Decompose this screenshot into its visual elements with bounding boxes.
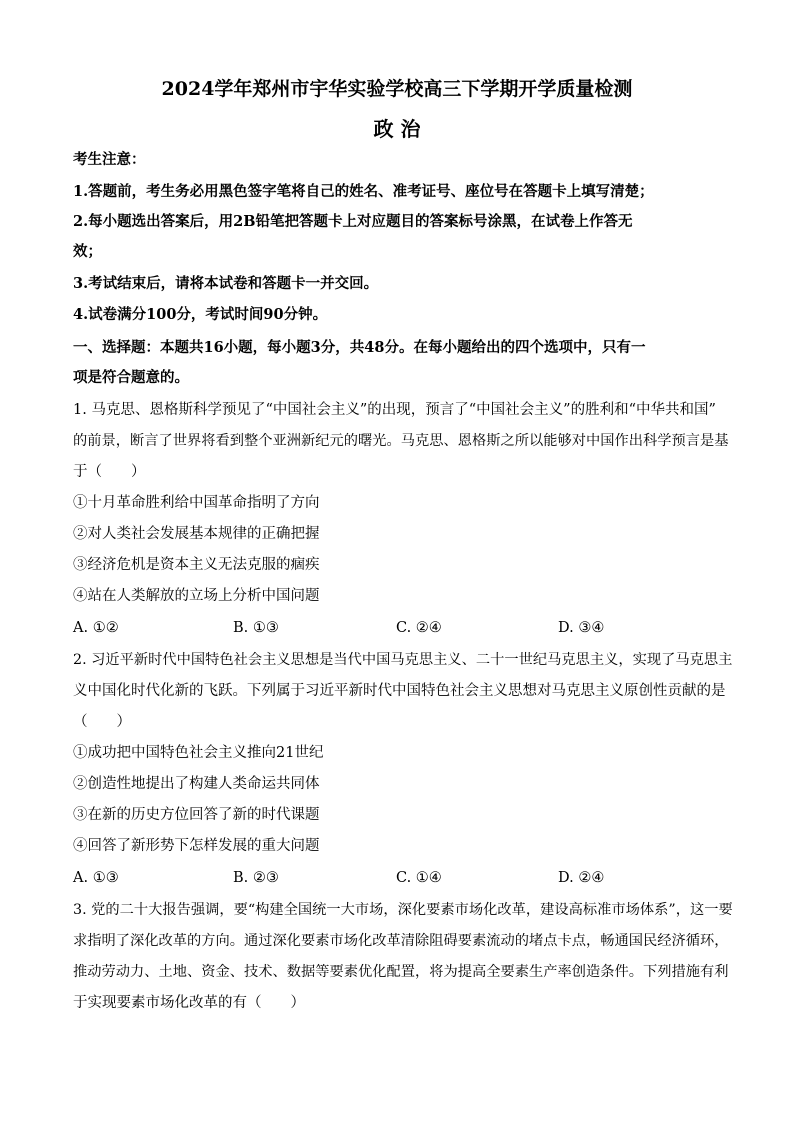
q2-stem-line1: 2. 习近平新时代中国特色社会主义思想是当代中国马克思主义、二十一世纪马克思主义，实现了马克思主 xyxy=(73,652,733,668)
notice-item-4: 4.试卷满分100分，考试时间90分钟。 xyxy=(73,306,328,323)
q3-stem-line2: 求指明了深化改革的方向。通过深化要素市场化改革清除阻碍要素流动的堵点卡点，畅通国民经济循环， xyxy=(73,933,729,949)
notice-heading: 考生注意： xyxy=(73,151,146,168)
notice-item-2: 2.每小题选出答案后，用2B铅笔把答题卡上对应题目的答案标号涂黑，在试卷上作答无 xyxy=(73,213,633,230)
q3-stem-line4: 于实现要素市场化改革的有（ ） xyxy=(73,995,305,1011)
q2-item-2: ②创造性地提出了构建人类命运共同体 xyxy=(73,776,320,792)
q2-item-3: ③在新的历史方位回答了新的时代课题 xyxy=(73,807,320,823)
q2-option-d: D. ②④ xyxy=(558,870,605,886)
q2-option-a: A. ①③ xyxy=(73,870,119,886)
q1-stem-line1: 1. 马克思、恩格斯科学预见了“中国社会主义”的出现，预言了“中国社会主义”的胜利和“中华共和国” xyxy=(73,402,716,418)
q1-option-b: B. ①③ xyxy=(233,620,279,636)
notice-item-2-cont: 效； xyxy=(73,243,102,260)
q1-item-2: ②对人类社会发展基本规律的正确把握 xyxy=(73,526,320,542)
q2-option-b: B. ②③ xyxy=(233,870,279,886)
q2-stem-line2: 义中国化时代化新的飞跃。下列属于习近平新时代中国特色社会主义思想对马克思主义原创性贡献的是 xyxy=(73,683,726,699)
q2-item-4: ④回答了新形势下怎样发展的重大问题 xyxy=(73,838,320,854)
q3-stem-line1: 3. 党的二十大报告强调，要“构建全国统一大市场，深化要素市场化改革，建设高标准市场体系”，这一要 xyxy=(73,902,733,918)
q3-stem-line3: 推动劳动力、土地、资金、技术、数据等要素优化配置，将为提高全要素生产率创造条件。下列措施有利 xyxy=(73,964,729,980)
q2-item-1: ①成功把中国特色社会主义推向21世纪 xyxy=(73,745,324,761)
q1-item-1: ①十月革命胜利给中国革命指明了方向 xyxy=(73,495,320,511)
q1-option-c: C. ②④ xyxy=(396,620,442,636)
q2-stem-line3: （ ） xyxy=(73,714,131,730)
q1-stem-line3: 于（ ） xyxy=(73,464,146,480)
q1-stem-line2: 的前景，断言了世界将看到整个亚洲新纪元的曙光。马克思、恩格斯之所以能够对中国作出科学预言是基 xyxy=(73,433,729,449)
q2-option-c: C. ①④ xyxy=(396,870,442,886)
section-heading-line2: 项是符合题意的。 xyxy=(73,369,189,386)
exam-title: 2024学年郑州市宇华实验学校高三下学期开学质量检测 xyxy=(161,78,633,100)
q1-option-d: D. ③④ xyxy=(558,620,605,636)
notice-item-3: 3.考试结束后，请将本试卷和答题卡一并交回。 xyxy=(73,275,379,292)
q1-item-3: ③经济危机是资本主义无法克服的痼疾 xyxy=(73,557,320,573)
section-heading-line1: 一、选择题：本题共16小题，每小题3分，共48分。在每小题给出的四个选项中，只有一 xyxy=(73,339,646,356)
subject-title: 政 治 xyxy=(373,117,421,141)
q1-item-4: ④站在人类解放的立场上分析中国问题 xyxy=(73,588,320,604)
notice-item-1: 1.答题前，考生务必用黑色签字笔将自己的姓名、准考证号、座位号在答题卡上填写清楚； xyxy=(73,183,654,200)
q1-option-a: A. ①② xyxy=(73,620,119,636)
